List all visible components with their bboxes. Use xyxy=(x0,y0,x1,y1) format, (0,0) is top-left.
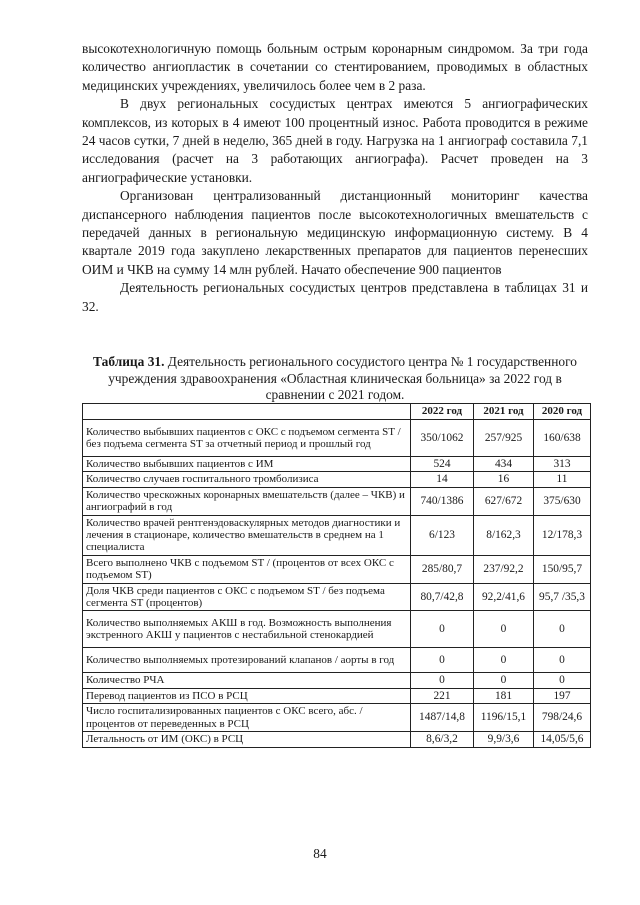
table-row xyxy=(83,515,591,555)
value-2021: 16 xyxy=(474,472,534,487)
page-number: 84 xyxy=(313,846,327,861)
row-label: Всего выполнено ЧКВ с подъемом ST / (процентов от всех ОКС с подъемом ST) xyxy=(83,555,411,583)
table-row xyxy=(83,688,591,703)
value-2022: 14 xyxy=(411,472,474,487)
activity-table xyxy=(82,403,591,748)
table-row xyxy=(83,673,591,688)
value-2021: 9,9/3,6 xyxy=(474,732,534,747)
value-2022: 0 xyxy=(411,648,474,673)
header-2020: 2020 год xyxy=(534,404,591,420)
table-caption-label: Таблица 31. xyxy=(93,354,165,369)
value-2021: 434 xyxy=(474,457,534,472)
value-2021: 0 xyxy=(474,611,534,648)
row-label: Количество врачей рентгенэдоваскулярных методов диагностики и лечения в стационаре, количество вмешательств в среднем на 1 специалиста xyxy=(83,515,411,555)
value-2020: 375/630 xyxy=(534,487,591,515)
row-label: Количество выполняемых АКШ в год. Возможность выполнения экстренного АКШ у пациентов с нестабильной стенокардией xyxy=(83,611,411,648)
paragraph-3: Организован централизованный дистанционный мониторинг качества диспансерного наблюдения пациентов после высокотехнологичных вмешательств с передачей данных в региональную медицинскую информационную систему. В 4 квартале 2019 года закуплено лекарственных препаратов для пациентов перенесших ОИМ и ЧКВ на сумму 14 млн рублей. Начато обеспечение 900 пациентов xyxy=(82,188,588,277)
row-label: Количество выполняемых протезирований клапанов / аорты в год xyxy=(83,648,411,673)
value-2020: 798/24,6 xyxy=(534,704,591,732)
row-label: Доля ЧКВ среди пациентов с ОКС с подъемом ST / без подъема сегмента ST (процентов) xyxy=(83,583,411,611)
table-caption-text: Деятельность регионального сосудистого центра № 1 государственного учреждения здравоохранения «Областная клиническая больница» за 2022 год в сравнении с 2021 годом. xyxy=(108,354,577,403)
value-2020: 0 xyxy=(534,673,591,688)
row-label: Количество выбывших пациентов с ОКС с подъемом сегмента ST / без подъема сегмента ST за отчетный период и прошлый год xyxy=(83,420,411,457)
value-2022: 740/1386 xyxy=(411,487,474,515)
row-label: Число госпитализированных пациентов с ОКС всего, абс. / процентов от переведенных в РСЦ xyxy=(83,704,411,732)
value-2021: 8/162,3 xyxy=(474,515,534,555)
table-row xyxy=(83,487,591,515)
header-indicator xyxy=(83,404,411,420)
header-2022: 2022 год xyxy=(411,404,474,420)
value-2022: 221 xyxy=(411,688,474,703)
table-row xyxy=(83,648,591,673)
value-2020: 11 xyxy=(534,472,591,487)
paragraph-4: Деятельность региональных сосудистых центров представлена в таблицах 31 и 32. xyxy=(82,280,588,314)
row-label: Количество чрескожных коронарных вмешательств (далее – ЧКВ) и ангиографий в год xyxy=(83,487,411,515)
table-row xyxy=(83,457,591,472)
value-2020: 0 xyxy=(534,648,591,673)
value-2021: 181 xyxy=(474,688,534,703)
value-2020: 12/178,3 xyxy=(534,515,591,555)
value-2020: 313 xyxy=(534,457,591,472)
paragraph-2: В двух региональных сосудистых центрах имеются 5 ангиографических комплексов, из которых в 4 имеют 100 процентный износ. Работа проводится в режиме 24 часов сутки, 7 дней в неделю, 365 дней в году. Нагрузка на 1 ангиограф составила 7,1 исследования (расчет на 3 работающих ангиографа). Расчет проведен на 3 ангиографические установки. xyxy=(82,96,588,185)
value-2022: 524 xyxy=(411,457,474,472)
table-row xyxy=(83,732,591,747)
table-row xyxy=(83,555,591,583)
value-2021: 257/925 xyxy=(474,420,534,457)
body-text xyxy=(82,40,588,316)
value-2021: 1196/15,1 xyxy=(474,704,534,732)
value-2020: 0 xyxy=(534,611,591,648)
table-row xyxy=(83,611,591,648)
value-2020: 95,7 /35,3 xyxy=(534,583,591,611)
value-2020: 14,05/5,6 xyxy=(534,732,591,747)
value-2021: 92,2/41,6 xyxy=(474,583,534,611)
row-label: Летальность от ИМ (ОКС) в РСЦ xyxy=(83,732,411,747)
table-header-row xyxy=(83,404,591,420)
value-2021: 0 xyxy=(474,648,534,673)
row-label: Количество случаев госпитального тромболизиса xyxy=(83,472,411,487)
value-2021: 627/672 xyxy=(474,487,534,515)
value-2021: 0 xyxy=(474,673,534,688)
header-2021: 2021 год xyxy=(474,404,534,420)
table-row xyxy=(83,583,591,611)
value-2021: 237/92,2 xyxy=(474,555,534,583)
paragraph-1: высокотехнологичную помощь больным острым коронарным синдромом. За три года количество ангиопластик в сочетании со стентированием, проводимых в областных медицинских учреждениях, увеличилось более чем в 2 раза. xyxy=(82,41,588,93)
value-2020: 160/638 xyxy=(534,420,591,457)
table-row xyxy=(83,704,591,732)
table-caption xyxy=(82,354,588,404)
value-2022: 0 xyxy=(411,611,474,648)
table-row xyxy=(83,472,591,487)
value-2022: 350/1062 xyxy=(411,420,474,457)
value-2022: 6/123 xyxy=(411,515,474,555)
table-body xyxy=(83,420,591,748)
row-label: Количество РЧА xyxy=(83,673,411,688)
row-label: Перевод пациентов из ПСО в РСЦ xyxy=(83,688,411,703)
value-2022: 285/80,7 xyxy=(411,555,474,583)
row-label: Количество выбывших пациентов с ИМ xyxy=(83,457,411,472)
value-2020: 150/95,7 xyxy=(534,555,591,583)
value-2022: 80,7/42,8 xyxy=(411,583,474,611)
value-2022: 8,6/3,2 xyxy=(411,732,474,747)
value-2020: 197 xyxy=(534,688,591,703)
value-2022: 0 xyxy=(411,673,474,688)
table-row xyxy=(83,420,591,457)
value-2022: 1487/14,8 xyxy=(411,704,474,732)
